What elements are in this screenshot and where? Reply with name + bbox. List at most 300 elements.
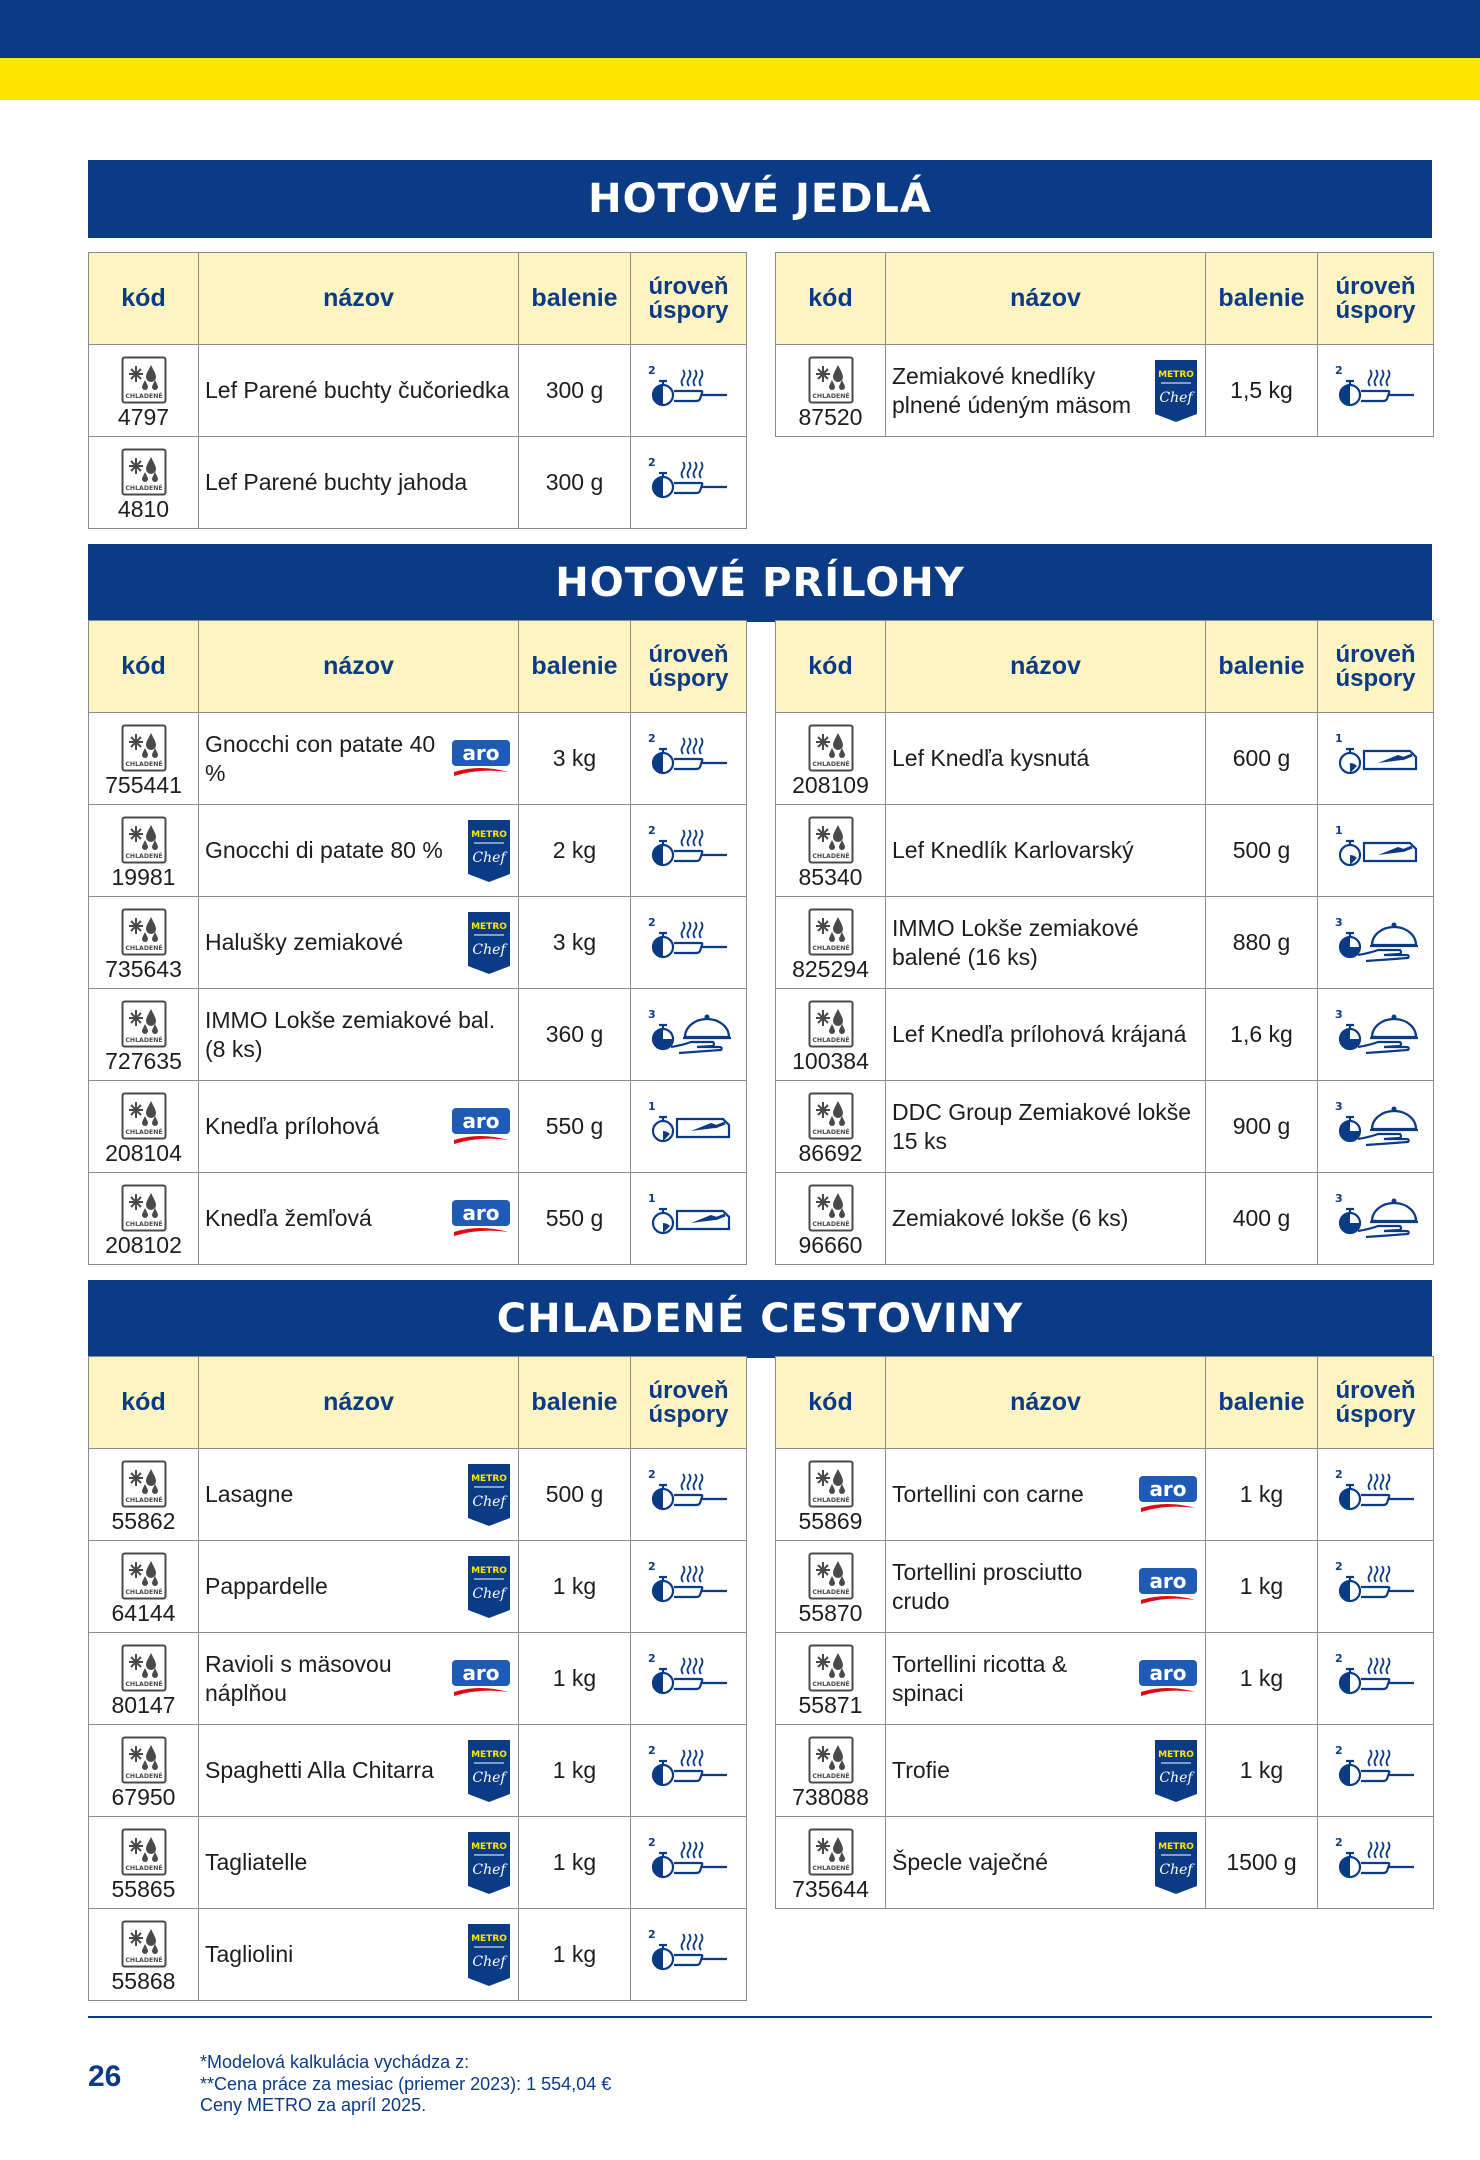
svg-text:3: 3 <box>1334 1100 1343 1113</box>
product-package: 2 kg <box>519 805 631 897</box>
cell-kod <box>89 713 199 805</box>
table-header-row <box>89 1357 747 1449</box>
chladene-icon <box>121 816 167 864</box>
svg-text:1: 1 <box>647 1100 656 1113</box>
svg-text:Chef: Chef <box>472 849 506 866</box>
table-header-row <box>776 621 1434 713</box>
header-uspory: úspory <box>1335 664 1416 692</box>
header-balenie: balenie <box>519 253 631 345</box>
table-row <box>89 1909 747 2001</box>
table-row <box>776 1817 1434 1909</box>
svg-text:Chef: Chef <box>472 1493 506 1510</box>
svg-text:1: 1 <box>1334 732 1343 745</box>
product-package: 1,6 kg <box>1206 989 1318 1081</box>
header-nazov: názov <box>199 253 519 345</box>
table-header-row <box>776 1357 1434 1449</box>
product-name: Pappardelle <box>205 1573 328 1600</box>
cell-nazov <box>199 345 519 437</box>
header-kod: kód <box>776 621 886 713</box>
product-name: Špecle vaječné <box>892 1849 1048 1876</box>
product-name: Halušky zemiakové <box>205 929 404 956</box>
metro-chef-logo <box>1153 1738 1199 1804</box>
cell-nazov <box>886 897 1206 989</box>
aro-logo <box>450 1196 512 1242</box>
cell-uroven-uspory <box>631 1449 747 1541</box>
product-code: 55862 <box>111 1508 176 1534</box>
table-row <box>89 1633 747 1725</box>
header-balenie: balenie <box>519 1357 631 1449</box>
product-package: 500 g <box>519 1449 631 1541</box>
svg-text:METRO: METRO <box>1158 1749 1194 1760</box>
cell-uroven-uspory <box>631 1633 747 1725</box>
table-row <box>776 897 1434 989</box>
table-row <box>776 1541 1434 1633</box>
product-package: 400 g <box>1206 1173 1318 1265</box>
header-uroven-uspory <box>1318 621 1434 713</box>
cell-kod <box>776 1541 886 1633</box>
svg-text:CHLADENÉ: CHLADENÉ <box>811 1037 850 1044</box>
knife-board-icon <box>643 1097 735 1151</box>
product-code: 64144 <box>111 1600 176 1626</box>
product-package: 3 kg <box>519 713 631 805</box>
product-package: 1 kg <box>1206 1449 1318 1541</box>
pan-icon <box>643 453 735 507</box>
table-row <box>776 1633 1434 1725</box>
product-name: Lef Knedľa prílohová krájaná <box>892 1021 1187 1048</box>
aro-logo <box>450 1104 512 1150</box>
chladene-icon <box>808 1644 854 1692</box>
pan-icon <box>643 1557 735 1611</box>
chladene-icon <box>121 1000 167 1048</box>
chladene-icon <box>121 1552 167 1600</box>
chladene-icon <box>121 1828 167 1876</box>
table-header-row <box>89 253 747 345</box>
product-package: 550 g <box>519 1081 631 1173</box>
cell-kod <box>89 1173 199 1265</box>
product-package: 1,5 kg <box>1206 345 1318 437</box>
table-header-row <box>776 253 1434 345</box>
product-table-left <box>88 620 747 1265</box>
product-name: Tortellini con carne <box>892 1481 1084 1508</box>
cell-kod <box>776 897 886 989</box>
product-package: 1 kg <box>1206 1725 1318 1817</box>
product-package: 900 g <box>1206 1081 1318 1173</box>
svg-text:aro: aro <box>1149 1476 1187 1501</box>
header-nazov: názov <box>886 1357 1206 1449</box>
cell-nazov <box>199 1633 519 1725</box>
chladene-icon <box>808 1000 854 1048</box>
table-row <box>89 437 747 529</box>
cell-nazov <box>199 1173 519 1265</box>
table-row <box>776 1173 1434 1265</box>
svg-text:3: 3 <box>647 1008 656 1021</box>
cell-nazov <box>886 1541 1206 1633</box>
cell-nazov <box>886 1633 1206 1725</box>
pan-icon <box>1330 1833 1422 1887</box>
svg-text:CHLADENÉ: CHLADENÉ <box>124 485 163 492</box>
header-uspory: úspory <box>648 296 729 324</box>
pan-icon <box>643 1925 735 1979</box>
product-code: 55865 <box>111 1876 176 1902</box>
product-code: 4797 <box>117 404 170 430</box>
cell-kod <box>776 1173 886 1265</box>
cell-nazov <box>199 1817 519 1909</box>
cell-uroven-uspory <box>631 437 747 529</box>
header-nazov: názov <box>199 1357 519 1449</box>
header-kod: kód <box>89 253 199 345</box>
svg-text:1: 1 <box>647 1192 656 1205</box>
cloche-icon <box>1330 1189 1422 1243</box>
product-name: Gnocchi di patate 80 % <box>205 837 443 864</box>
product-name: Trofie <box>892 1757 950 1784</box>
section-title: HOTOVÉ PRÍLOHY <box>88 544 1432 622</box>
product-table-left <box>88 1356 747 2001</box>
top-blue-band <box>0 0 1480 58</box>
svg-text:aro: aro <box>462 1660 500 1685</box>
header-uspory: úspory <box>1335 1400 1416 1428</box>
top-yellow-band <box>0 58 1480 100</box>
svg-text:2: 2 <box>647 1652 656 1665</box>
chladene-icon <box>808 1092 854 1140</box>
svg-text:2: 2 <box>647 1744 656 1757</box>
header-nazov: názov <box>886 253 1206 345</box>
svg-text:CHLADENÉ: CHLADENÉ <box>811 1773 850 1780</box>
cell-nazov <box>886 1081 1206 1173</box>
product-name: Lef Parené buchty čučoriedka <box>205 377 510 404</box>
cell-nazov <box>199 1449 519 1541</box>
chladene-icon <box>121 724 167 772</box>
footnote-line-3: Ceny METRO za apríl 2025. <box>200 2095 427 2116</box>
svg-text:CHLADENÉ: CHLADENÉ <box>811 853 850 860</box>
product-package: 1 kg <box>519 1817 631 1909</box>
header-uroven-uspory <box>631 253 747 345</box>
svg-text:2: 2 <box>647 364 656 377</box>
product-package: 300 g <box>519 345 631 437</box>
cell-uroven-uspory <box>631 1909 747 2001</box>
header-uroven: úroveň <box>648 640 729 668</box>
product-package: 1 kg <box>519 1633 631 1725</box>
cell-nazov <box>886 989 1206 1081</box>
product-code: 208104 <box>105 1140 182 1166</box>
product-name: Spaghetti Alla Chitarra <box>205 1757 434 1784</box>
cell-nazov <box>886 1173 1206 1265</box>
table-row <box>776 713 1434 805</box>
svg-text:2: 2 <box>1334 364 1343 377</box>
footer-divider <box>88 2016 1432 2018</box>
chladene-icon <box>808 356 854 404</box>
pan-icon <box>643 913 735 967</box>
product-name: Lef Parené buchty jahoda <box>205 469 468 496</box>
cell-kod <box>776 1081 886 1173</box>
cell-uroven-uspory <box>631 345 747 437</box>
svg-text:CHLADENÉ: CHLADENÉ <box>124 1221 163 1228</box>
svg-text:3: 3 <box>1334 916 1343 929</box>
svg-text:METRO: METRO <box>471 1565 507 1576</box>
header-uroven-uspory <box>1318 253 1434 345</box>
pan-icon <box>643 1833 735 1887</box>
product-name: Ravioli s mäsovou náplňou <box>205 1651 392 1706</box>
metro-chef-logo <box>466 818 512 884</box>
product-code: 55868 <box>111 1968 176 1994</box>
pan-icon <box>1330 1465 1422 1519</box>
svg-text:2: 2 <box>1334 1468 1343 1481</box>
product-code: 755441 <box>105 772 182 798</box>
cell-kod <box>89 805 199 897</box>
svg-text:2: 2 <box>647 824 656 837</box>
product-code: 96660 <box>798 1232 863 1258</box>
aro-logo <box>1137 1656 1199 1702</box>
header-uroven-uspory <box>631 621 747 713</box>
header-uroven: úroveň <box>648 272 729 300</box>
svg-text:3: 3 <box>1334 1008 1343 1021</box>
product-package: 3 kg <box>519 897 631 989</box>
cell-nazov <box>886 805 1206 897</box>
svg-text:METRO: METRO <box>471 1749 507 1760</box>
svg-text:CHLADENÉ: CHLADENÉ <box>811 393 850 400</box>
cell-kod <box>89 1909 199 2001</box>
chladene-icon <box>808 816 854 864</box>
svg-text:2: 2 <box>647 1560 656 1573</box>
table-header-row <box>89 621 747 713</box>
svg-text:2: 2 <box>1334 1560 1343 1573</box>
product-code: 85340 <box>798 864 863 890</box>
svg-text:CHLADENÉ: CHLADENÉ <box>811 761 850 768</box>
product-code: 55871 <box>798 1692 863 1718</box>
cell-kod <box>89 897 199 989</box>
product-name: IMMO Lokše zemiakové bal. (8 ks) <box>205 1007 496 1062</box>
svg-text:aro: aro <box>462 1200 500 1225</box>
svg-text:1: 1 <box>1334 824 1343 837</box>
svg-text:CHLADENÉ: CHLADENÉ <box>124 1957 163 1964</box>
svg-text:CHLADENÉ: CHLADENÉ <box>124 1497 163 1504</box>
product-name: Knedľa žemľová <box>205 1205 372 1232</box>
pan-icon <box>643 729 735 783</box>
cloche-icon <box>1330 1005 1422 1059</box>
product-name: Tagliolini <box>205 1941 294 1968</box>
svg-text:Chef: Chef <box>472 941 506 958</box>
cell-uroven-uspory <box>1318 1541 1434 1633</box>
chladene-icon <box>121 1184 167 1232</box>
product-name: DDC Group Zemiakové lokše 15 ks <box>892 1099 1192 1154</box>
svg-text:CHLADENÉ: CHLADENÉ <box>124 945 163 952</box>
svg-text:aro: aro <box>462 740 500 765</box>
header-balenie: balenie <box>1206 1357 1318 1449</box>
cloche-icon <box>1330 913 1422 967</box>
chladene-icon <box>808 1460 854 1508</box>
cloche-icon <box>1330 1097 1422 1151</box>
chladene-icon <box>808 1736 854 1784</box>
chladene-icon <box>121 908 167 956</box>
svg-text:CHLADENÉ: CHLADENÉ <box>811 1865 850 1872</box>
pan-icon <box>643 1465 735 1519</box>
svg-text:2: 2 <box>1334 1836 1343 1849</box>
cell-kod <box>776 1633 886 1725</box>
svg-text:CHLADENÉ: CHLADENÉ <box>811 945 850 952</box>
metro-chef-logo <box>1153 1830 1199 1896</box>
chladene-icon <box>808 1828 854 1876</box>
metro-chef-logo <box>1153 358 1199 424</box>
product-package: 880 g <box>1206 897 1318 989</box>
header-kod: kód <box>89 1357 199 1449</box>
metro-chef-logo <box>466 1922 512 1988</box>
product-package: 1 kg <box>519 1541 631 1633</box>
product-name: Tortellini ricotta & spinaci <box>892 1651 1068 1706</box>
svg-text:Chef: Chef <box>1159 1769 1193 1786</box>
cell-kod <box>776 1725 886 1817</box>
header-nazov: názov <box>199 621 519 713</box>
cell-kod <box>776 989 886 1081</box>
svg-text:METRO: METRO <box>1158 369 1194 380</box>
header-kod: kód <box>776 1357 886 1449</box>
product-name: Zemiakové knedlíky plnené údeným mäsom <box>892 363 1132 418</box>
cell-uroven-uspory <box>1318 897 1434 989</box>
svg-text:aro: aro <box>462 1108 500 1133</box>
cell-uroven-uspory <box>631 1541 747 1633</box>
metro-chef-logo <box>466 1554 512 1620</box>
product-code: 735644 <box>792 1876 869 1902</box>
svg-text:2: 2 <box>647 1468 656 1481</box>
svg-text:METRO: METRO <box>471 1933 507 1944</box>
svg-text:CHLADENÉ: CHLADENÉ <box>124 853 163 860</box>
svg-text:aro: aro <box>1149 1660 1187 1685</box>
cell-uroven-uspory <box>631 1725 747 1817</box>
header-uroven: úroveň <box>1335 272 1416 300</box>
table-row <box>89 1173 747 1265</box>
chladene-icon <box>808 724 854 772</box>
svg-text:3: 3 <box>1334 1192 1343 1205</box>
header-uroven: úroveň <box>1335 640 1416 668</box>
svg-text:2: 2 <box>1334 1744 1343 1757</box>
table-row <box>776 1725 1434 1817</box>
product-name: Zemiakové lokše (6 ks) <box>892 1205 1129 1232</box>
product-code: 55869 <box>798 1508 863 1534</box>
metro-chef-logo <box>466 1830 512 1896</box>
chladene-icon <box>121 1920 167 1968</box>
svg-text:CHLADENÉ: CHLADENÉ <box>811 1589 850 1596</box>
aro-logo <box>1137 1564 1199 1610</box>
product-package: 360 g <box>519 989 631 1081</box>
table-row <box>89 1541 747 1633</box>
aro-logo <box>450 1656 512 1702</box>
cell-kod <box>89 989 199 1081</box>
chladene-icon <box>121 1644 167 1692</box>
product-code: 735643 <box>105 956 182 982</box>
cell-uroven-uspory <box>631 897 747 989</box>
cell-kod <box>89 1081 199 1173</box>
header-uspory: úspory <box>648 664 729 692</box>
pan-icon <box>643 1649 735 1703</box>
svg-text:CHLADENÉ: CHLADENÉ <box>124 1773 163 1780</box>
section-title: CHLADENÉ CESTOVINY <box>88 1280 1432 1358</box>
product-name: IMMO Lokše zemiakové balené (16 ks) <box>892 915 1139 970</box>
cell-uroven-uspory <box>1318 1173 1434 1265</box>
table-row <box>776 805 1434 897</box>
svg-text:2: 2 <box>647 456 656 469</box>
cell-kod <box>89 1541 199 1633</box>
product-name: Lef Knedľa kysnutá <box>892 745 1090 772</box>
aro-logo <box>450 736 512 782</box>
product-name: Lef Knedlík Karlovarský <box>892 837 1134 864</box>
cell-nazov <box>886 1449 1206 1541</box>
table-row <box>89 713 747 805</box>
product-table-left <box>88 252 747 529</box>
cell-nazov <box>886 1817 1206 1909</box>
cell-uroven-uspory <box>1318 345 1434 437</box>
cell-uroven-uspory <box>631 1817 747 1909</box>
svg-text:CHLADENÉ: CHLADENÉ <box>124 1037 163 1044</box>
svg-text:METRO: METRO <box>471 921 507 932</box>
header-uroven: úroveň <box>648 1376 729 1404</box>
product-code: 67950 <box>111 1784 176 1810</box>
table-row <box>89 805 747 897</box>
product-package: 1 kg <box>1206 1633 1318 1725</box>
header-uspory: úspory <box>648 1400 729 1428</box>
svg-text:METRO: METRO <box>471 1841 507 1852</box>
cell-uroven-uspory <box>1318 713 1434 805</box>
pan-icon <box>1330 361 1422 415</box>
chladene-icon <box>808 908 854 956</box>
knife-board-icon <box>1330 821 1422 875</box>
cell-uroven-uspory <box>1318 1081 1434 1173</box>
svg-text:Chef: Chef <box>472 1861 506 1878</box>
product-code: 727635 <box>105 1048 182 1074</box>
cell-uroven-uspory <box>1318 805 1434 897</box>
svg-text:2: 2 <box>647 1928 656 1941</box>
product-code: 86692 <box>798 1140 863 1166</box>
svg-text:CHLADENÉ: CHLADENÉ <box>124 1681 163 1688</box>
product-code: 100384 <box>792 1048 869 1074</box>
svg-text:Chef: Chef <box>472 1585 506 1602</box>
page-number: 26 <box>88 2060 122 2093</box>
header-uspory: úspory <box>1335 296 1416 324</box>
knife-board-icon <box>643 1189 735 1243</box>
cell-uroven-uspory <box>1318 1449 1434 1541</box>
product-code: 738088 <box>792 1784 869 1810</box>
product-name: Lasagne <box>205 1481 294 1508</box>
cell-nazov <box>199 1909 519 2001</box>
cell-kod <box>89 345 199 437</box>
cell-nazov <box>886 345 1206 437</box>
cell-nazov <box>886 713 1206 805</box>
header-kod: kód <box>89 621 199 713</box>
cell-nazov <box>199 1725 519 1817</box>
cell-uroven-uspory <box>1318 1725 1434 1817</box>
product-package: 1 kg <box>519 1725 631 1817</box>
cell-uroven-uspory <box>1318 989 1434 1081</box>
header-uroven-uspory <box>1318 1357 1434 1449</box>
product-code: 208102 <box>105 1232 182 1258</box>
cell-kod <box>89 1449 199 1541</box>
table-row <box>89 1081 747 1173</box>
pan-icon <box>1330 1649 1422 1703</box>
cell-nazov <box>199 897 519 989</box>
cell-uroven-uspory <box>1318 1817 1434 1909</box>
product-name: Tortellini prosciutto crudo <box>892 1559 1083 1614</box>
product-code: 4810 <box>117 496 170 522</box>
cell-kod <box>89 1633 199 1725</box>
cell-kod <box>89 1725 199 1817</box>
cell-uroven-uspory <box>631 1173 747 1265</box>
svg-text:Chef: Chef <box>1159 1861 1193 1878</box>
product-name: Tagliatelle <box>205 1849 308 1876</box>
svg-text:Chef: Chef <box>472 1953 506 1970</box>
svg-text:2: 2 <box>647 916 656 929</box>
product-table-right <box>775 1356 1434 1909</box>
cell-kod <box>776 1449 886 1541</box>
cell-nazov <box>199 437 519 529</box>
table-row <box>89 989 747 1081</box>
cell-nazov <box>199 713 519 805</box>
